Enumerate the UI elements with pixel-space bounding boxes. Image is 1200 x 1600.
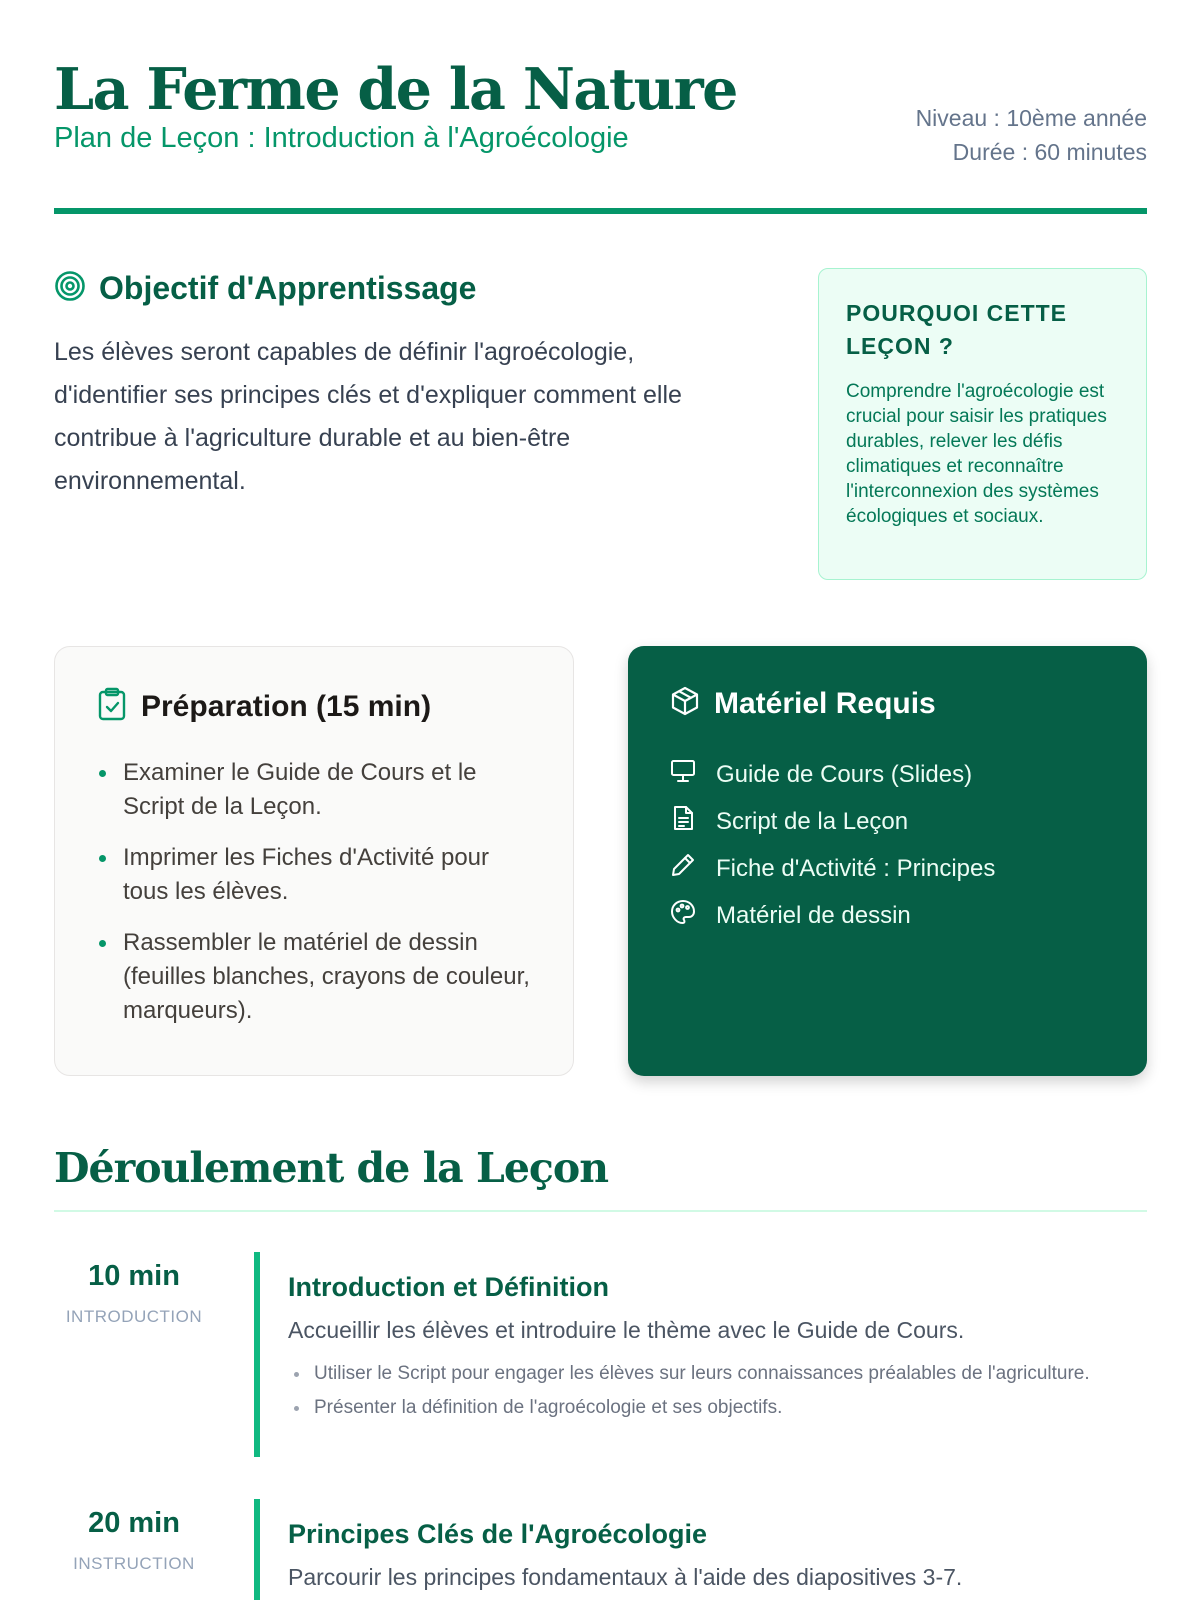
materials-list: [670, 751, 1105, 939]
objective-section: [54, 270, 754, 503]
material-item: [670, 845, 1105, 892]
step-row: [54, 1252, 1147, 1457]
step-tag: INSTRUCTION: [73, 1554, 195, 1573]
step-time: 20 min: [88, 1507, 180, 1539]
materials-title: Matériel Requis: [714, 686, 936, 720]
preparation-title: Préparation (15 min): [141, 689, 432, 723]
step-bar: [254, 1252, 260, 1457]
step-bar: [254, 1499, 260, 1600]
list-item: Utiliser le Script pour engager les élèves sur leurs connaissances préalables de l'agriculture.: [314, 1360, 1147, 1387]
material-label: Matériel de dessin: [716, 901, 911, 929]
step-body: [288, 1519, 1147, 1591]
palette-icon: [670, 899, 696, 932]
flow-title: Déroulement de la Leçon: [54, 1144, 609, 1192]
step-time: 10 min: [88, 1260, 180, 1292]
objective-text: Les élèves seront capables de définir l'agroécologie, d'identifier ses principes clés et d'expliquer comment elle contribue à l'agriculture durable et au bien-être environnemental.: [54, 338, 682, 495]
material-item: [670, 798, 1105, 845]
step-desc: Accueillir les élèves et introduire le thème avec le Guide de Cours.: [288, 1317, 965, 1343]
list-item: Examiner le Guide de Cours et le Script de la Leçon.: [123, 756, 531, 824]
lesson-meta: [916, 101, 1147, 169]
document-icon: [670, 805, 696, 838]
step-title: Principes Clés de l'Agroécologie: [288, 1519, 708, 1549]
material-label: Guide de Cours (Slides): [716, 760, 973, 788]
target-icon: [54, 270, 86, 307]
why-title: POURQUOI CETTE LEÇON ?: [846, 300, 1068, 359]
level-text: Niveau : 10ème année: [915, 105, 1147, 131]
header-divider: [54, 208, 1147, 214]
page-subtitle: Plan de Leçon : Introduction à l'Agroécologie: [54, 122, 629, 154]
material-label: Script de la Leçon: [716, 807, 909, 835]
material-item: [670, 751, 1105, 798]
step-body: [288, 1272, 1147, 1428]
duration-text: Durée : 60 minutes: [952, 139, 1147, 165]
presentation-icon: [670, 758, 696, 791]
pencil-icon: [670, 852, 696, 885]
why-text: Comprendre l'agroécologie est crucial pour saisir les pratiques durables, relever les défis climatiques et reconnaître l'interconnexion des systèmes écologiques et sociaux.: [846, 381, 1107, 527]
objective-title: Objectif d'Apprentissage: [99, 270, 477, 306]
step-time-block: [54, 1260, 214, 1327]
materials-card: [628, 646, 1147, 1076]
list-item: Rassembler le matériel de dessin (feuilles blanches, crayons de couleur, marqueurs).: [123, 926, 531, 1028]
clipboard-check-icon: [97, 687, 127, 726]
step-row: [54, 1499, 1147, 1600]
step-title: Introduction et Définition: [288, 1272, 609, 1302]
step-tag: INTRODUCTION: [65, 1307, 203, 1326]
page-title: La Ferme de la Nature: [54, 56, 737, 123]
page-header: [54, 56, 1147, 165]
preparation-card: [54, 646, 574, 1076]
material-item: [670, 892, 1105, 939]
preparation-list: [97, 756, 531, 1028]
step-desc: Parcourir les principes fondamentaux à l'aide des diapositives 3-7.: [288, 1564, 963, 1590]
material-label: Fiche d'Activité : Principes: [716, 854, 996, 882]
package-icon: [670, 686, 700, 721]
flow-divider: [54, 1210, 1147, 1212]
step-list: [288, 1360, 1147, 1421]
list-item: Présenter la définition de l'agroécologie et ses objectifs.: [314, 1394, 1147, 1421]
step-time-block: [54, 1507, 214, 1574]
list-item: Imprimer les Fiches d'Activité pour tous les élèves.: [123, 841, 531, 909]
why-callout: [818, 268, 1147, 580]
